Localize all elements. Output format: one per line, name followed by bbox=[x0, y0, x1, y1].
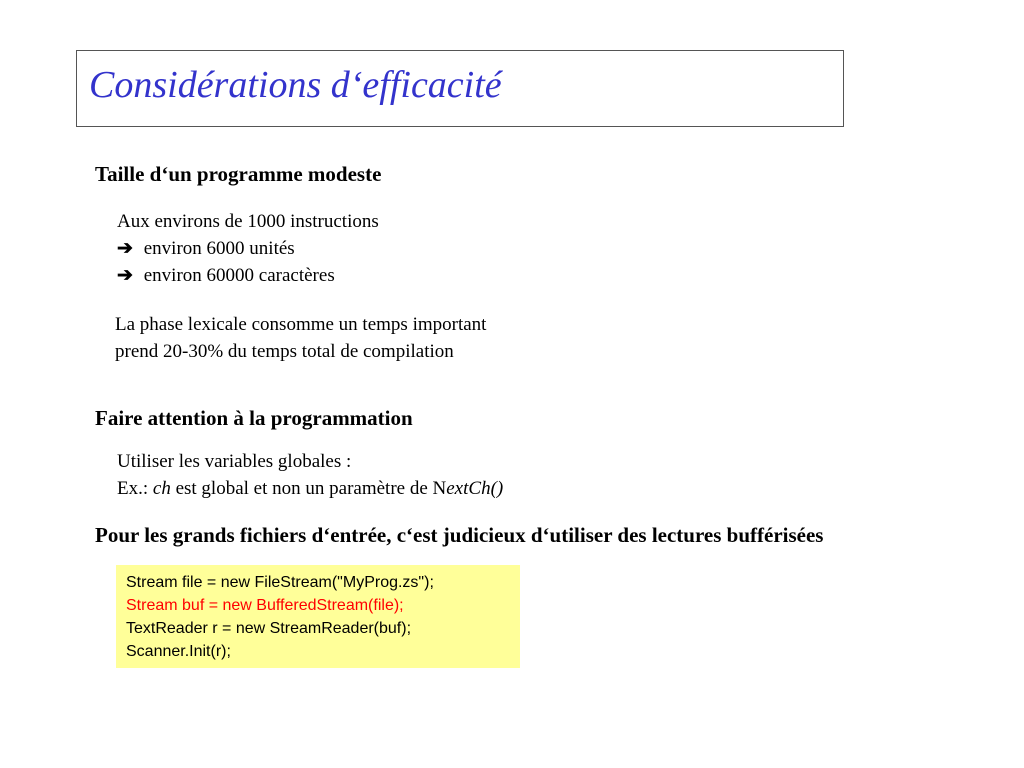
programming-details bbox=[117, 448, 503, 502]
code-line-highlighted: Stream buf = new BufferedStream(file); bbox=[126, 597, 404, 614]
size-details bbox=[117, 208, 379, 289]
variable-name: ch bbox=[152, 478, 171, 499]
size-line-units: ➔ environ 6000 unités bbox=[117, 235, 379, 262]
arrow-right-icon: ➔ bbox=[117, 265, 133, 286]
example-line: Ex.: ch est global et non un paramètre de NextCh() bbox=[117, 478, 504, 499]
section-heading-buffered-reads: Pour les grands fichiers d‘entrée, c‘est judicieux d‘utiliser des lectures bufférisées bbox=[95, 523, 824, 547]
code-line: Scanner.Init(r); bbox=[126, 643, 231, 660]
size-line-characters: ➔ environ 60000 caractères bbox=[117, 262, 379, 289]
note-line: prend 20-30% du temps total de compilation bbox=[115, 341, 454, 362]
code-line: TextReader r = new StreamReader(buf); bbox=[126, 620, 412, 637]
code-line: Stream file = new FileStream("MyProg.zs"); bbox=[126, 574, 434, 591]
title-box bbox=[76, 50, 844, 127]
section-heading-program-size: Taille d‘un programme modeste bbox=[95, 162, 382, 186]
lexical-phase-note bbox=[115, 311, 486, 365]
section-heading-programming: Faire attention à la programmation bbox=[95, 406, 413, 430]
slide-title: Considérations d‘efficacité bbox=[89, 64, 502, 106]
arrow-right-icon: ➔ bbox=[117, 238, 133, 259]
note-line: La phase lexicale consomme un temps important bbox=[115, 314, 487, 335]
function-name: extCh() bbox=[446, 478, 504, 499]
globals-line: Utiliser les variables globales : bbox=[117, 451, 352, 472]
code-box bbox=[116, 565, 520, 668]
size-line-instructions: Aux environs de 1000 instructions bbox=[117, 211, 379, 232]
